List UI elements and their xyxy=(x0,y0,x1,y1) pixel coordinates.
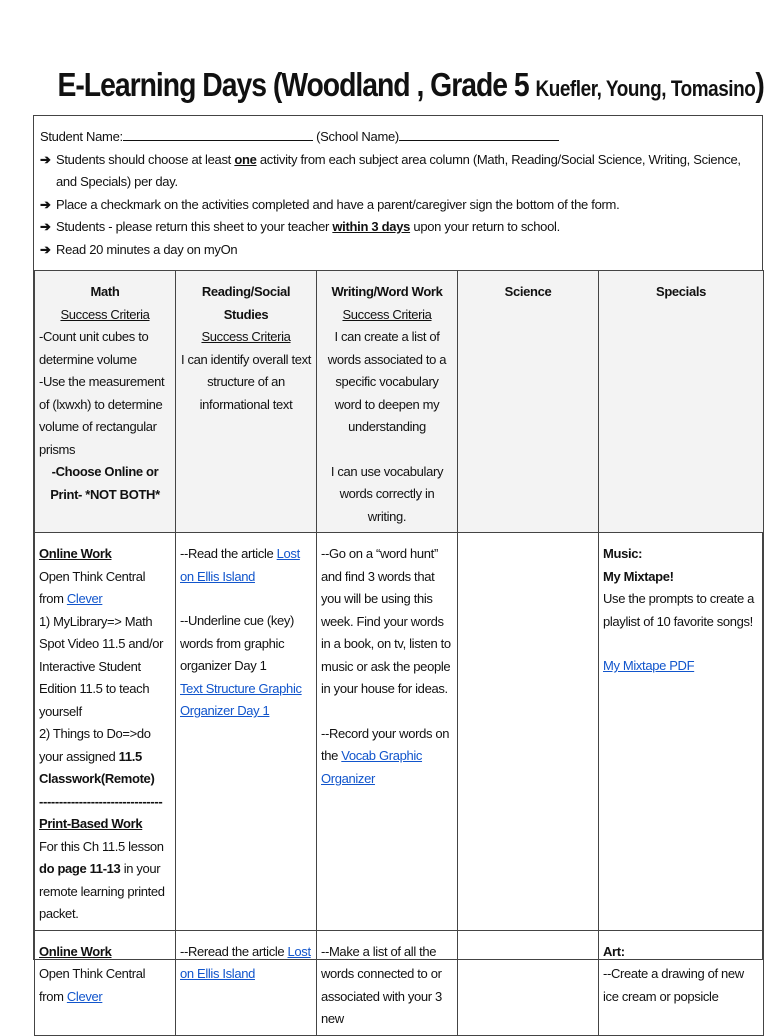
math-cell-row1: Online Work Open Think Central from Clever 1) MyLibrary=> Math Spot Video 11.5 and/or Interactive Student Edition 11.5 to teach yourself 2) Things to Do=>do your assigned 11.5 Classwork(Remote) ------------------------------- Print-Based Work For this Ch 11.5 lesson do page 11-13 in your remote learning printed packet. xyxy=(35,533,176,931)
music-heading: Music: xyxy=(603,546,643,561)
math-step-1: 1) MyLibrary=> Math Spot Video 11.5 and/or Interactive Student Edition 11.5 to teach yourself xyxy=(39,613,164,719)
lost-on-ellis-island-link[interactable]: Lost on Ellis Island xyxy=(180,546,300,584)
school-name-label: (School Name) xyxy=(316,129,399,144)
student-name-label: Student Name: xyxy=(40,129,123,144)
arrow-icon: ➔ xyxy=(40,196,51,212)
word-hunt-text: --Go on a “word hunt” and find 3 words that you will be using this week. Find your words in a book, on tv, listen to music or ask the people in your house for ideas. xyxy=(321,546,451,696)
online-work-heading: Online Work xyxy=(39,546,112,561)
title-main: E-Learning Days (Woodland , Grade 5 Kuefler, Young, Tomasino) xyxy=(57,66,764,103)
art-text: --Create a drawing of new ice cream or popsicle xyxy=(603,966,744,1004)
instruction-bullet: ➔ Place a checkmark on the activities completed and have a parent/caregiver sign the bottom of the form. xyxy=(40,194,756,217)
writing-criteria-2: I can use vocabulary words correctly in writing. xyxy=(330,463,444,524)
mixtape-text: Use the prompts to create a playlist of 10 favorite songs! xyxy=(603,591,754,629)
underline-instruction: --Underline cue (key) words from graphic organizer Day 1 xyxy=(180,613,295,673)
clever-link[interactable]: Clever xyxy=(66,988,103,1004)
worksheet-frame xyxy=(33,115,763,1026)
art-heading: Art: xyxy=(603,943,625,959)
math-cell-row2: Online Work Open Think Central from Clever xyxy=(35,930,176,1035)
title-teachers: Kuefler, Young, Tomasino xyxy=(535,76,756,101)
math-choose-note: -Choose Online or Print- *NOT BOTH* xyxy=(50,464,160,502)
writing-header-cell xyxy=(317,271,458,533)
reading-criteria-text: I can identify overall text structure of an informational text xyxy=(180,351,311,412)
online-work-heading: Online Work xyxy=(39,943,112,959)
science-cell-row2 xyxy=(458,930,599,1035)
school-name-field[interactable] xyxy=(399,128,559,141)
activity-table xyxy=(34,270,764,1036)
instructions-block xyxy=(34,116,762,270)
reading-header-cell xyxy=(176,271,317,533)
math-header-cell xyxy=(35,271,176,533)
name-line xyxy=(40,126,756,149)
reading-cell-row1: --Read the article Lost on Ellis Island --Underline cue (key) words from graphic organizer Day 1 Text Structure Graphic Organizer Day 1 xyxy=(176,533,317,931)
reading-title: Reading/Social Studies xyxy=(201,284,291,322)
writing-criteria-1: I can create a list of words associated to a specific vocabulary word to deepen my understanding xyxy=(327,329,447,434)
vocab-graphic-organizer-link[interactable]: Vocab Graphic Organizer xyxy=(321,748,423,786)
specials-cell-row2 xyxy=(599,930,764,1035)
lost-on-ellis-island-link[interactable]: Lost on Ellis Island xyxy=(180,943,311,981)
clever-link[interactable]: Clever xyxy=(66,591,103,606)
my-mixtape-heading: My Mixtape! xyxy=(603,568,674,584)
text-structure-organizer-link[interactable]: Text Structure Graphic Organizer Day 1 xyxy=(180,680,302,718)
reading-success-criteria: Success Criteria xyxy=(201,329,291,344)
specials-cell-row1 xyxy=(599,533,764,931)
math-success-criteria: Success Criteria xyxy=(60,306,150,322)
specials-header-cell xyxy=(599,271,764,533)
print-work-heading: Print-Based Work xyxy=(39,816,143,831)
specials-title: Specials xyxy=(656,284,706,299)
reading-cell-row2: --Reread the article Lost on Ellis Island xyxy=(176,930,317,1035)
my-mixtape-pdf-link[interactable]: My Mixtape PDF xyxy=(603,658,695,673)
arrow-icon: ➔ xyxy=(40,219,51,234)
activity-row-2 xyxy=(35,930,764,1035)
writing-success-criteria: Success Criteria xyxy=(342,306,432,322)
instruction-bullet: ➔ Students should choose at least one activity from each subject area column (Math, Reading/Social Science, Writing, Science, and Specials) per day. xyxy=(40,149,756,194)
writing-cell-row1: --Go on a “word hunt” and find 3 words that you will be using this week. Find your words in a book, on tv, listen to music or ask the people in your house for ideas. --Record your words on the Vocab Graphic Organizer xyxy=(317,533,458,931)
arrow-icon: ➔ xyxy=(40,151,51,167)
math-criteria-1: -Count unit cubes to determine volume xyxy=(39,329,149,367)
make-list-text: --Make a list of all the words connected to or associated with your 3 new xyxy=(321,943,442,1026)
writing-title: Writing/Word Work xyxy=(331,284,443,299)
student-name-field[interactable] xyxy=(123,128,313,141)
math-criteria-2: -Use the measurement of (lxwxh) to determine volume of rectangular prisms xyxy=(39,374,165,457)
instruction-bullet: ➔ Read 20 minutes a day on myOn xyxy=(40,239,756,262)
arrow-icon: ➔ xyxy=(40,241,51,257)
writing-cell-row2 xyxy=(317,930,458,1035)
math-title: Math xyxy=(90,284,120,299)
instruction-bullet: ➔ Students - please return this sheet to your teacher within 3 days upon your return to school. xyxy=(40,216,756,239)
page-title xyxy=(0,68,770,101)
science-cell-row1 xyxy=(458,533,599,931)
emphasis-one: one xyxy=(234,151,257,167)
emphasis-within-3-days: within 3 days xyxy=(332,219,411,234)
science-header-cell xyxy=(458,271,599,533)
science-title: Science xyxy=(504,284,552,299)
activity-row-1 xyxy=(35,533,764,931)
header-row xyxy=(35,271,764,533)
divider: ------------------------------- xyxy=(39,793,163,809)
